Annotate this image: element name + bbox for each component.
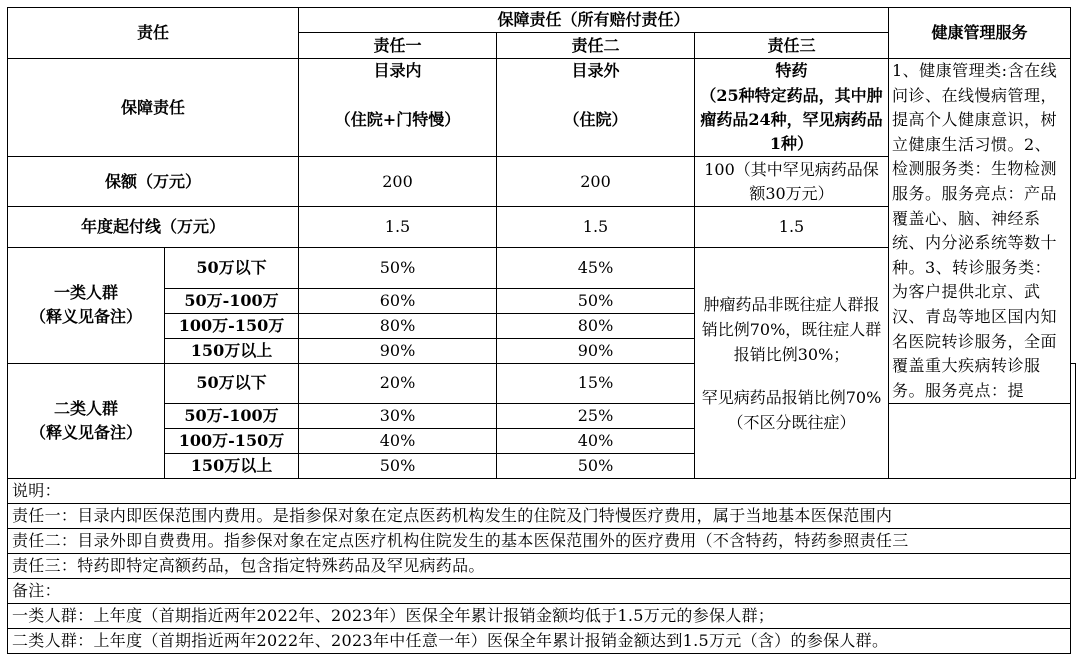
group2-label-line2: （释义见备注） [29, 422, 142, 442]
group2-resp1-ratio: 30% [299, 404, 497, 429]
group1-range: 50万以下 [165, 248, 299, 289]
resp1-scope: （住院+门特慢） [299, 84, 497, 157]
group2-label-line1: 二类人群 [53, 398, 118, 418]
group2-resp1-ratio: 40% [299, 429, 497, 454]
group2-range: 50万-100万 [165, 404, 299, 429]
group2-range: 150万以上 [165, 454, 299, 479]
health-management-text: 1、健康管理类:含在线问诊、在线慢病管理，提高个人健康意识，树立健康生活习惯。2、检测服务类：生物检测服务。服务亮点：产品覆盖心、脑、神经系统、内分泌系统等数十种。3、转诊服务类：为客户提供北京、武汉、青岛等地区国内知名医院转诊服务，全面覆盖重大疾病转诊服务。服务亮点：提 [889, 59, 1071, 404]
resp3-amount: 100（其中罕见病药品保额30万元） [695, 157, 889, 207]
resp2-header: 责任二 [497, 33, 695, 59]
explain-title: 说明： [8, 479, 1071, 504]
group2-resp2-ratio: 25% [497, 404, 695, 429]
resp2-deductible: 1.5 [497, 207, 695, 248]
resp1-amount: 200 [299, 157, 497, 207]
resp2-catalog-out: 目录外 [497, 59, 695, 84]
group1-resp2-ratio: 80% [497, 313, 695, 338]
amount-label: 保额（万元） [8, 157, 299, 207]
remark-title: 备注： [8, 579, 1071, 604]
remark-group1: 一类人群：上年度（首期指近两年2022年、2023年）医保全年累计报销金额均低于1.5万元的参保人群； [8, 604, 1071, 629]
group2-resp2-ratio: 50% [497, 454, 695, 479]
group1-resp1-ratio: 50% [299, 248, 497, 289]
explain-resp1: 责任一：目录内即医保范围内费用。是指参保对象在定点医药机构发生的住院及门特慢医疗费用，属于当地基本医保范围内 [8, 504, 1071, 529]
group1-resp2-ratio: 50% [497, 288, 695, 313]
coverage-label: 保障责任 [8, 59, 299, 157]
group1-label-line2: （释义见备注） [29, 307, 142, 327]
resp3-scope: （25种特定药品，其中肿瘤药品24种，罕见病药品1种） [695, 84, 889, 157]
group1-resp2-ratio: 90% [497, 338, 695, 363]
resp1-header: 责任一 [299, 33, 497, 59]
group1-label-line1: 一类人群 [53, 283, 118, 303]
coverage-title-header: 保障责任（所有赔付责任） [299, 8, 889, 33]
group2-resp2-ratio: 15% [497, 363, 695, 404]
group2-resp1-ratio: 50% [299, 454, 497, 479]
liability-header: 责任 [8, 8, 299, 59]
resp2-amount: 200 [497, 157, 695, 207]
group1-label [8, 248, 165, 364]
resp3-ratio-cell [695, 248, 889, 479]
group1-range: 150万以上 [165, 338, 299, 363]
resp1-deductible: 1.5 [299, 207, 497, 248]
resp1-catalog-in: 目录内 [299, 59, 497, 84]
group1-range: 50万-100万 [165, 288, 299, 313]
resp3-special-drug: 特药 [695, 59, 889, 84]
group2-resp2-ratio: 40% [497, 429, 695, 454]
group1-resp2-ratio: 45% [497, 248, 695, 289]
group1-range: 100万-150万 [165, 313, 299, 338]
group1-resp1-ratio: 60% [299, 288, 497, 313]
resp2-scope: （住院） [497, 84, 695, 157]
remark-group2: 二类人群：上年度（首期指近两年2022年、2023年中任意一年）医保全年累计报销金额达到1.5万元（含）的参保人群。 [8, 629, 1071, 654]
resp3-ratio-text2: 罕见病药品报销比例70%（不区分既往症） [701, 387, 882, 432]
group2-range: 100万-150万 [165, 429, 299, 454]
health-management-header: 健康管理服务 [889, 8, 1071, 59]
resp3-header: 责任三 [695, 33, 889, 59]
resp3-ratio-text1: 肿瘤药品非既往症人群报销比例70%，既往症人群报销比例30%； [701, 294, 882, 364]
resp3-deductible: 1.5 [695, 207, 889, 248]
health-spacer [1071, 363, 1076, 479]
group2-resp1-ratio: 20% [299, 363, 497, 404]
group2-label [8, 363, 165, 479]
explain-resp2: 责任二：目录外即自费费用。指参保对象在定点医疗机构住院发生的基本医保范围外的医疗费用（不含特药，特药参照责任三 [8, 529, 1071, 554]
deductible-label: 年度起付线（万元） [8, 207, 299, 248]
group1-resp1-ratio: 80% [299, 313, 497, 338]
group2-range: 50万以下 [165, 363, 299, 404]
insurance-table [7, 7, 1076, 654]
explain-resp3: 责任三：特药即特定高额药品，包含指定特殊药品及罕见病药品。 [8, 554, 1071, 579]
group1-resp1-ratio: 90% [299, 338, 497, 363]
